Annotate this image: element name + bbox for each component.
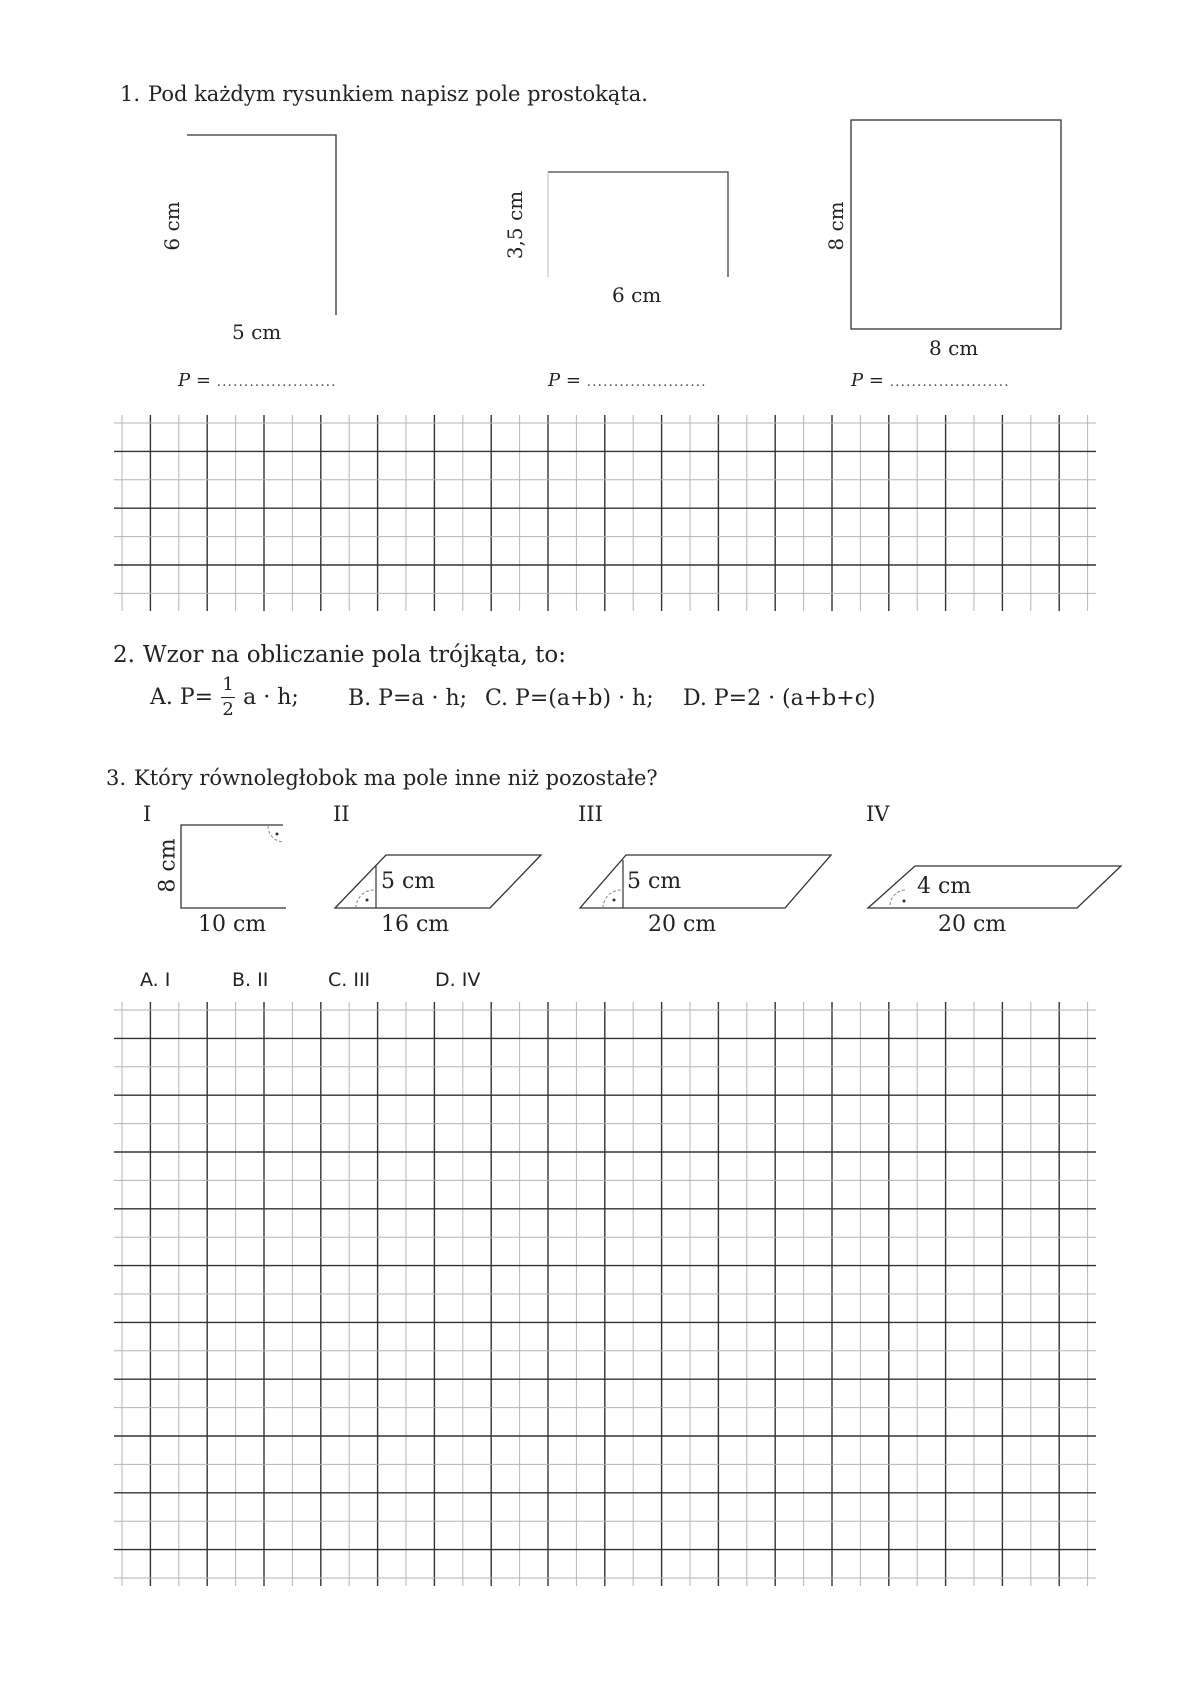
q1-fig3-height-label: 8 cm (824, 201, 848, 251)
q3-fig4-height-label: 4 cm (917, 874, 972, 899)
q3-answer-d[interactable]: D. IV (435, 969, 481, 991)
q3-fig1-height-label: 8 cm (155, 838, 181, 893)
q1-fig1-height-label: 6 cm (160, 201, 184, 251)
q3-fig4-base-label: 20 cm (938, 912, 1007, 937)
q1-answer-1-prefix: P = (178, 370, 211, 391)
q1-fig3-width-label: 8 cm (929, 336, 979, 360)
q3-fig2-height-label: 5 cm (381, 869, 436, 894)
q3-answer-a[interactable]: A. I (140, 969, 171, 991)
q1-fig2-width-label: 6 cm (612, 283, 662, 307)
q1-fig1-width-label: 5 cm (232, 320, 282, 344)
q1-answer-2-blank[interactable]: ...................... (586, 374, 707, 390)
q1-answer-3-blank[interactable]: ...................... (889, 374, 1010, 390)
q2-text: Wzor na obliczanie pola trójkąta, to: (142, 642, 567, 668)
q2-option-a-suffix: a · h; (243, 685, 299, 710)
q2-number: 2. (113, 642, 135, 668)
q2-option-a-prefix: A. P= (150, 685, 214, 710)
q3-fig3-height-label: 5 cm (627, 869, 682, 894)
q3-fig4-roman: IV (866, 802, 890, 826)
q2-option-c[interactable]: C. P=(a+b) · h; (485, 686, 654, 711)
q3-answer-c[interactable]: C. III (328, 969, 371, 991)
q3-text: Który równoległobok ma pole inne niż pozostałe? (134, 766, 658, 790)
q1-number: 1. (120, 82, 141, 106)
q1-answer-3-prefix: P = (851, 370, 884, 391)
q3-fig3-base-label: 20 cm (648, 912, 717, 937)
q3-fig1-base-label: 10 cm (198, 912, 267, 937)
q3-number: 3. (106, 766, 127, 790)
q2-fraction-numerator: 1 (222, 674, 234, 695)
q2-fraction-denominator: 2 (222, 699, 234, 720)
q2-option-b[interactable]: B. P=a · h; (348, 686, 468, 711)
q3-fig2-base-label: 16 cm (381, 912, 450, 937)
q1-answer-1-blank[interactable]: ...................... (216, 374, 337, 390)
q3-fig1-roman: I (143, 802, 152, 826)
q1-text: Pod każdym rysunkiem napisz pole prostokąta. (148, 82, 648, 106)
q2-option-d[interactable]: D. P=2 · (a+b+c) (683, 686, 876, 711)
q1-fig2-height-label: 3,5 cm (503, 190, 527, 260)
q3-answer-b[interactable]: B. II (232, 969, 269, 991)
q1-answer-2-prefix: P = (548, 370, 581, 391)
q3-fig2-roman: II (333, 802, 350, 826)
q3-fig3-roman: III (578, 802, 603, 826)
